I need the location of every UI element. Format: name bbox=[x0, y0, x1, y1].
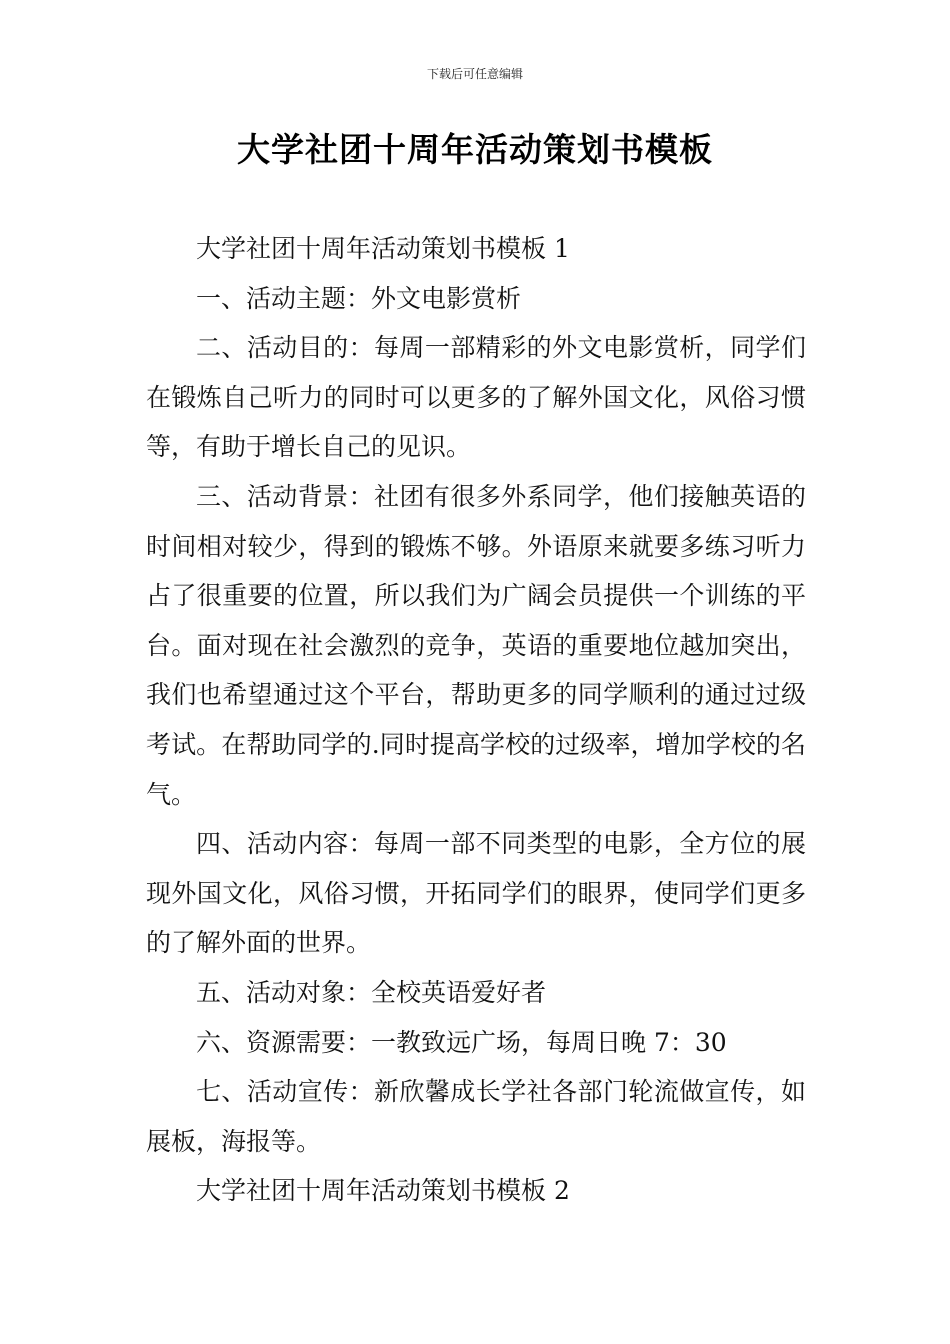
paragraph-activity-audience: 五、活动对象：全校英语爱好者 bbox=[196, 977, 547, 1007]
paragraph-activity-background: 三、活动背景：社团有很多外系同学，他们接触英语的时间相对较少，得到的锻炼不够。外语原来就要多练习听力占了很重要的位置，所以我们为广阔会员提供一个训练的平台。面对现在社会激烈的竞争，英语的重要地位越加突出，我们也希望通过这个平台，帮助更多的同学顺利的通过过级考试。在帮助同学的.同时提高学校的过级率，增加学校的名气。 bbox=[146, 481, 806, 809]
paragraph-resources: 六、资源需要：一教致远广场，每周日晚 7：30 bbox=[196, 1027, 727, 1057]
paragraph-section-2-heading: 大学社团十周年活动策划书模板 2 bbox=[196, 1176, 570, 1206]
paragraph-section-1-heading: 大学社团十周年活动策划书模板 1 bbox=[196, 234, 570, 263]
paragraph-activity-content: 四、活动内容：每周一部不同类型的电影，全方位的展现外国文化，风俗习惯，开拓同学们的眼界，使同学们更多的了解外面的世界。 bbox=[146, 829, 806, 958]
paragraph-promotion: 七、活动宣传：新欣馨成长学社各部门轮流做宣传，如展板，海报等。 bbox=[146, 1077, 806, 1156]
paragraph-activity-theme: 一、活动主题：外文电影赏析 bbox=[196, 283, 522, 313]
paragraph-activity-purpose: 二、活动目的：每周一部精彩的外文电影赏析，同学们在锻炼自己听力的同时可以更多的了解外国文化，风俗习惯等，有助于增长自己的见识。 bbox=[146, 333, 806, 462]
document-body bbox=[146, 224, 806, 1216]
document-title: 大学社团十周年活动策划书模板 bbox=[237, 130, 713, 169]
header-note: 下载后可任意编辑 bbox=[426, 67, 523, 81]
